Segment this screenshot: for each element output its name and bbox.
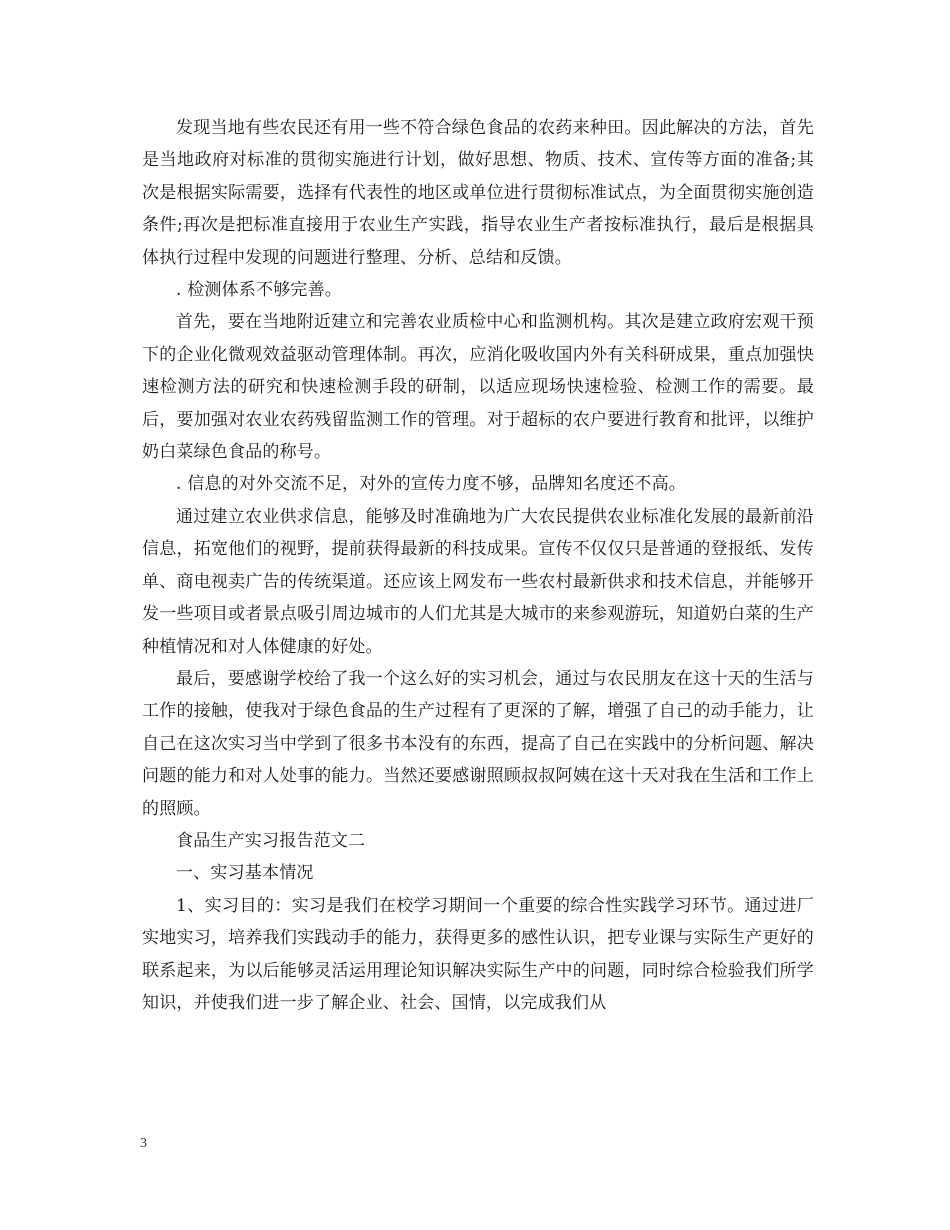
page-number: 3 <box>140 1136 147 1151</box>
paragraph-information-measures: 通过建立农业供求信息，能够及时准确地为广大农民提供农业标准化发展的最新前沿信息，拓宽他们的视野，提前获得最新的科技成果。宣传不仅仅只是普通的登报纸、发传单、商电视卖广告的传统渠道。还应该上网发布一些农村最新供求和技术信息，并能够开发一些项目或者景点吸引周边城市的人们尤其是大城市的来参观游玩，知道奶白菜的生产种植情况和对人体健康的好处。 <box>142 506 814 657</box>
paragraph-report-title: 食品生产实习报告范文二 <box>176 830 366 851</box>
paragraph-pesticide-solution: 发现当地有些农民还有用一些不符合绿色食品的农药来种田。因此解决的方法，首先是当地政府对标准的贯彻实施进行计划，做好思想、物质、技术、宣传等方面的准备;其次是根据实际需要，选择有代表性的地区或单位进行贯彻标准试点，为全面贯彻实施创造条件;再次是把标准直接用于农业生产实践，指导农业生产者按标准执行，最后是根据具体执行过程中发现的问题进行整理、分析、总结和反馈。 <box>142 118 814 268</box>
paragraph-internship-purpose: 1、实习目的：实习是我们在校学习期间一个重要的综合性实践学习环节。通过进厂实地实习，培养我们实践动手的能力，获得更多的感性认识，把专业课与实际生产更好的联系起来，为以后能够灵活运用理论知识解决实际生产中的问题，同时综合检验我们所学知识，并使我们进一步了解企业、社会、国情，以完成我们从 <box>142 895 814 1013</box>
paragraph-acknowledgement: 最后，要感谢学校给了我一个这么好的实习机会，通过与农民朋友在这十天的生活与工作的接触，使我对于绿色食品的生产过程有了更深的了解，增强了自己的动手能力，让自己在这次实习当中学到了很多书本没有的东西，提高了自己在实践中的分析问题、解决问题的能力和对人处事的能力。当然还要感谢照顾叔叔阿姨在这十天对我在生活和工作上的照顾。 <box>142 668 814 819</box>
document-body <box>142 112 814 1019</box>
paragraph-heading-information-exchange: . 信息的对外交流不足，对外的宣传力度不够，品牌知名度还不高。 <box>176 474 687 495</box>
paragraph-heading-testing-system: . 检测体系不够完善。 <box>176 280 343 301</box>
paragraph-section-heading: 一、实习基本情况 <box>176 863 314 884</box>
paragraph-testing-measures: 首先，要在当地附近建立和完善农业质检中心和监测机构。其次是建立政府宏观干预下的企业化微观效益驱动管理体制。再次，应消化吸收国内外有关科研成果，重点加强快速检测方法的研究和快速检测手段的研制，以适应现场快速检验、检测工作的需要。最后，要加强对农业农药残留监测工作的管理。对于超标的农户要进行教育和批评，以维护奶白菜绿色食品的称号。 <box>142 312 814 463</box>
